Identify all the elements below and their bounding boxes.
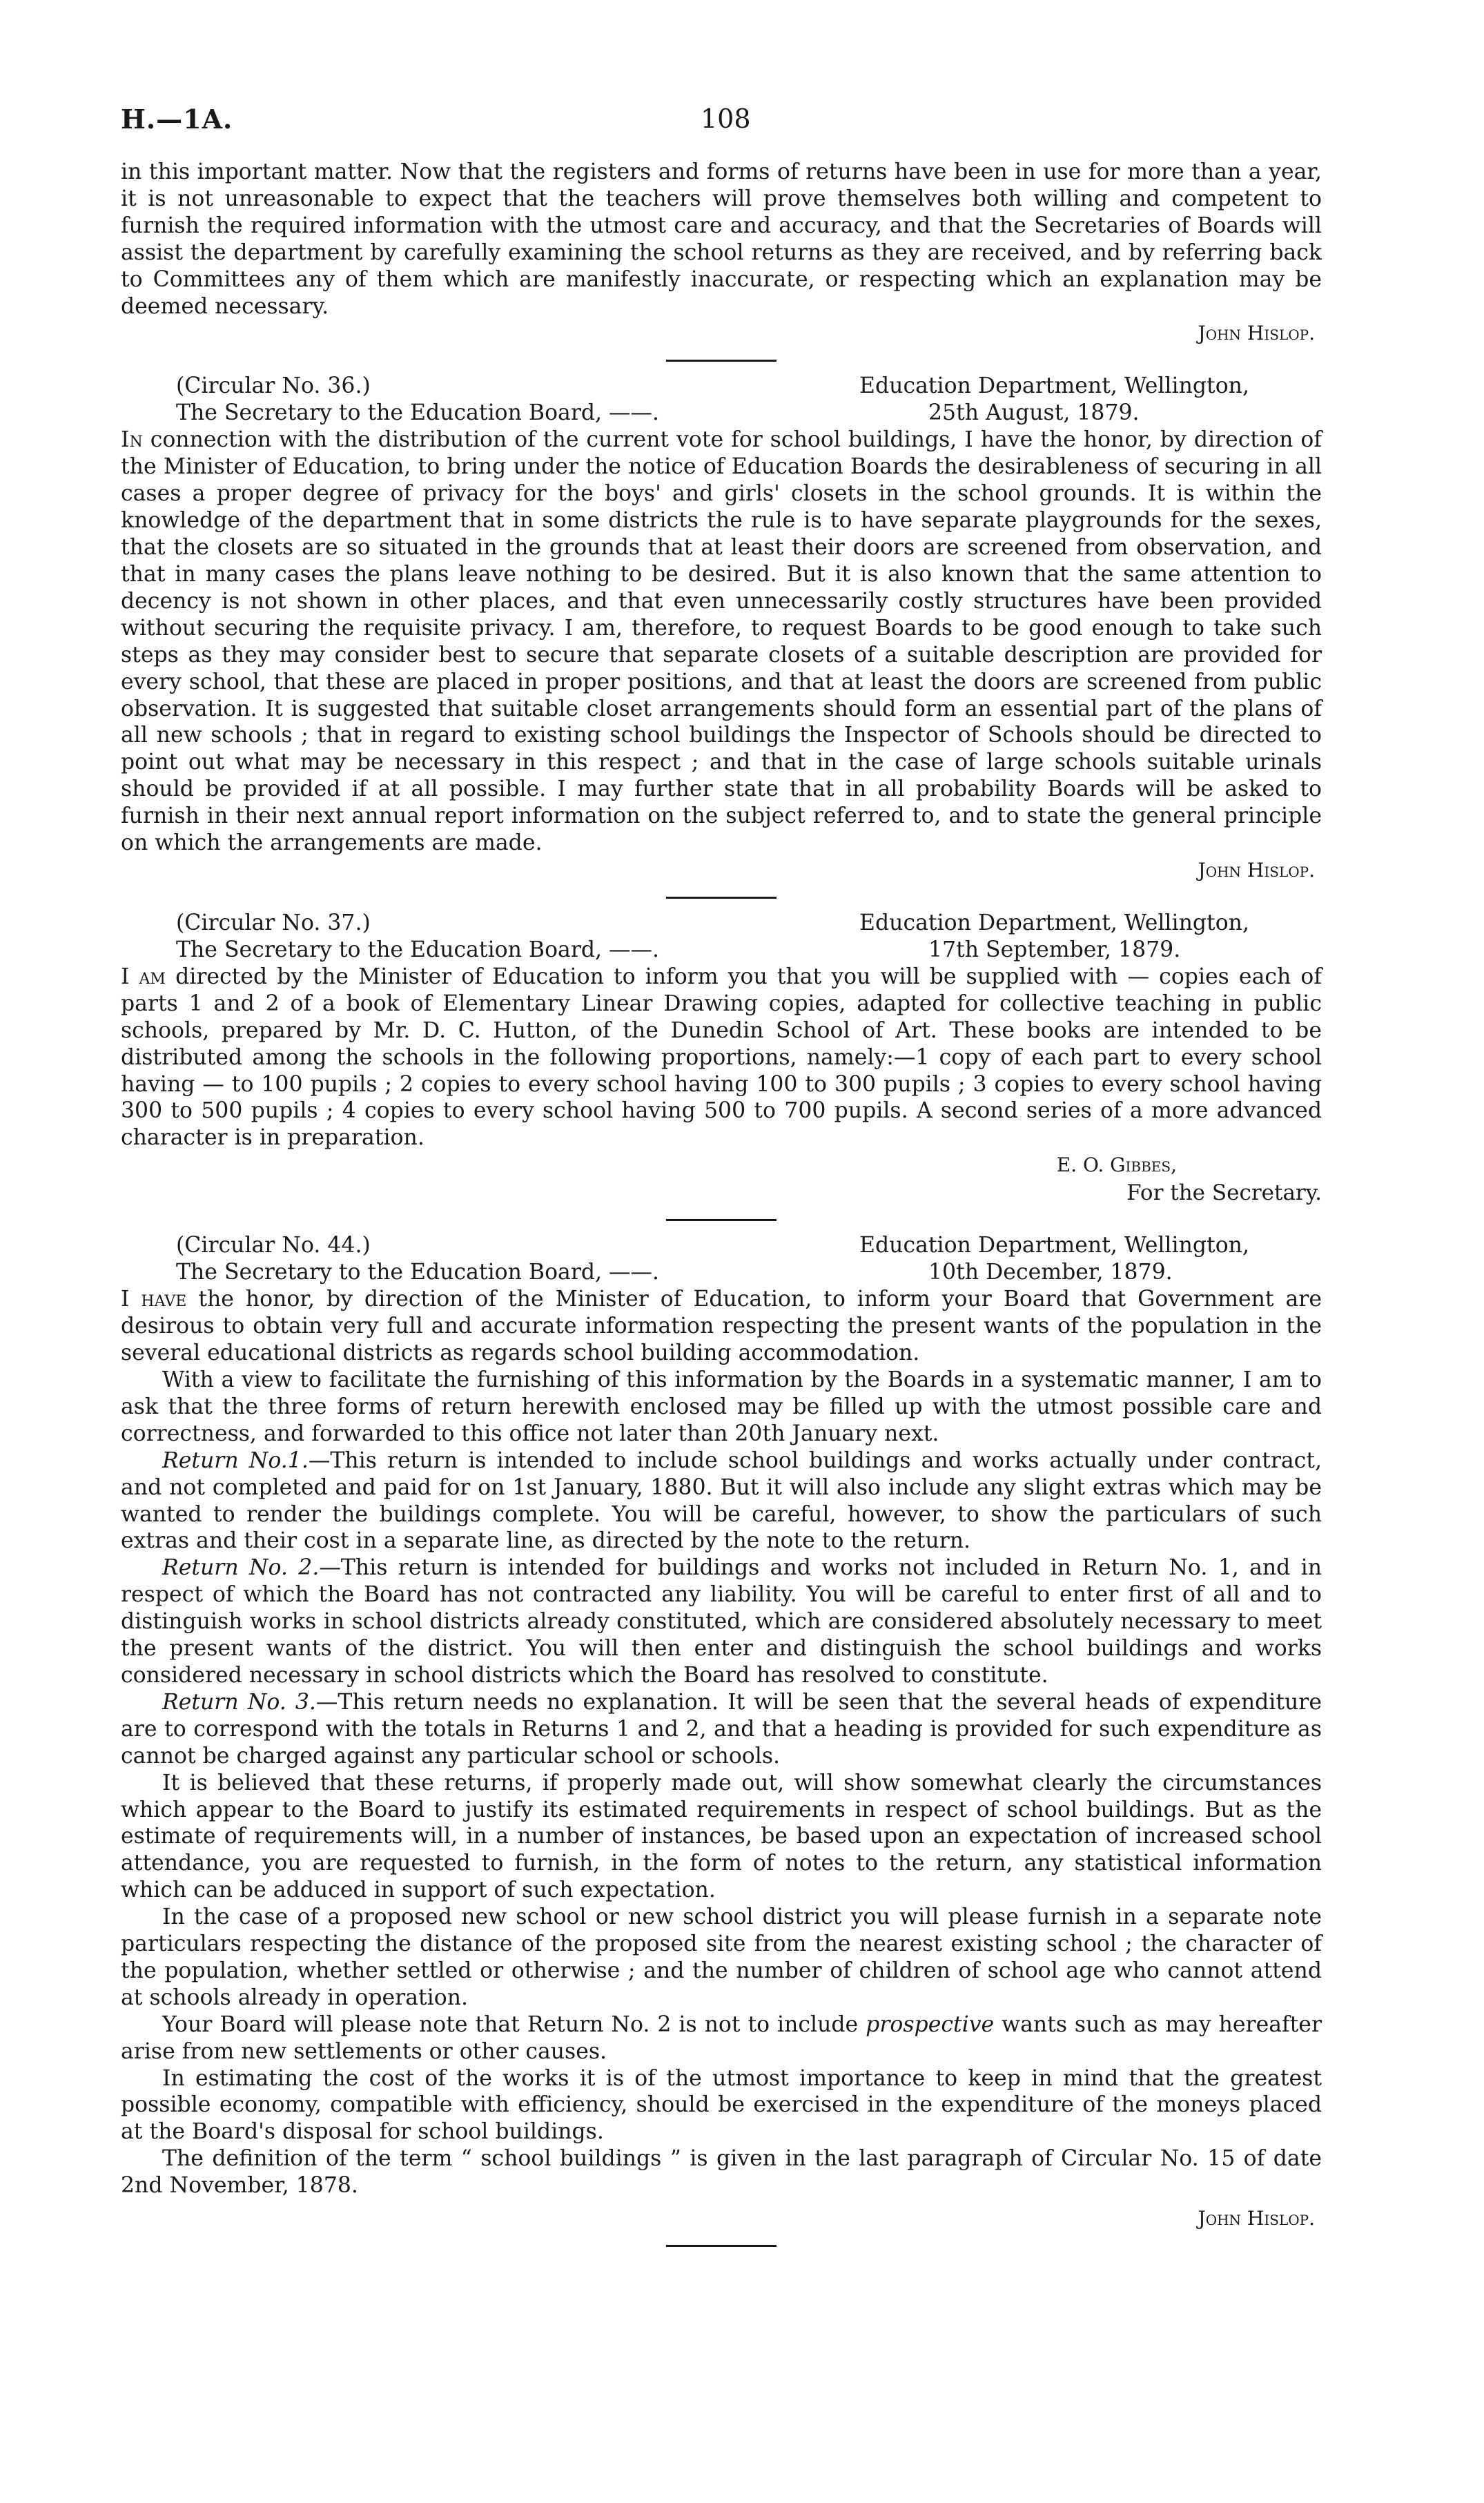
circular-37-lead: I am xyxy=(121,964,166,989)
section-divider xyxy=(666,1219,777,1221)
circular-37-text: directed by the Minister of Education to inform you that you will be supplied with — copies each of parts 1 and 2 of a book of Elementary Linear Drawing copies, adapted for collective teaching in public schools, prepared by Mr. D. C. Hutton, of the Dunedin School of Art. These books are intended to be distributed among the schools in the following proportions, namely:—1 copy of each part to every school having — to 100 pupils ; 2 copies to every school having 100 to 300 pupils ; 3 copies to every school having 300 to 500 pupils ; 4 copies to every school having 500 to 700 pupils. A second series of a more advanced character is in preparation. xyxy=(121,964,1322,1151)
circular-44-addressee: The Secretary to the Education Board, ——. xyxy=(176,1260,660,1285)
circular-44-paragraph-3: It is believed that these returns, if properly made out, will show somewhat clearly the circumstances which appear to the Board to justify its estimated requirements in respect of school buildings. But as the estimate of requirements will, in a number of instances, be based upon an expectation of increased school attendance, you are requested to furnish, in the form of notes to the return, any statistical information which can be adduced in support of such expectation. xyxy=(121,1770,1322,1903)
paper-code: H.—1A. xyxy=(121,104,233,135)
circular-37-body xyxy=(121,964,1322,1151)
intro-paragraph: in this important matter. Now that the registers and forms of returns have been in use for more than a year, it is not unreasonable to expect that the teachers will prove themselves both willing and competent to furnish the required information with the utmost care and accuracy, and that the Secretaries of Boards will assist the department by carefully examining the school returns as they are received, and by referring back to Committees any of them which are manifestly inaccurate, or respecting which an explanation may be deemed necessary. xyxy=(121,159,1322,319)
circular-44-signature: John Hislop. xyxy=(1198,2207,1315,2230)
circular-36-body xyxy=(121,427,1322,857)
return-2-text: —This return is intended for buildings and works not included in Return No. 1, and in respect of which the Board has not contracted any liability. You will be careful to enter first of all and to distinguish works in school districts already constituted, which are considered absolutely necessary to meet the present wants of the district. You will then enter and distinguish the school buildings and works considered necessary in school districts which the Board has resolved to constitute. xyxy=(121,1555,1322,1688)
intro-signature: John Hislop. xyxy=(1198,322,1315,345)
circular-36-signature: John Hislop. xyxy=(1198,858,1315,882)
circular-44-paragraph-2: With a view to facilitate the furnishing of this information by the Boards in a systematic manner, I am to ask that the three forms of return herewith enclosed may be filled up with the utmost possible care and correctness, and forwarded to this office not later than 20th January next. xyxy=(121,1367,1322,1446)
document-page xyxy=(121,104,1322,2258)
circular-44-p1-text: the honor, by direction of the Minister of Education, to inform your Board that Government are desirous to obtain very full and accurate information respecting the present wants of the population in the several educational districts as regards school building accommodation. xyxy=(121,1287,1322,1366)
return-3-text: —This return needs no explanation. It will be seen that the several heads of expenditure are to correspond with the totals in Returns 1 and 2, and that a heading is provided for such expenditure as cannot be charged against any particular school or schools. xyxy=(121,1689,1322,1769)
circular-44-office: Education Department, Wellington, xyxy=(859,1233,1249,1258)
return-3-label: Return No. 3. xyxy=(162,1689,316,1715)
return-2-label: Return No. 2. xyxy=(162,1555,320,1581)
circular-37-number: (Circular No. 37.) xyxy=(176,910,371,935)
circular-36-office: Education Department, Wellington, xyxy=(859,373,1249,399)
circular-37-addressee: The Secretary to the Education Board, ——. xyxy=(176,937,660,962)
section-divider xyxy=(666,897,777,899)
return-1-label: Return No.1. xyxy=(162,1448,309,1473)
circular-44-paragraph-7: The definition of the term “ school buildings ” is given in the last paragraph of Circular No. 15 of date 2nd November, 1878. xyxy=(121,2146,1322,2199)
p5-text-a: Your Board will please note that Return No. 2 is not to include xyxy=(162,2012,859,2037)
circular-44-return-1 xyxy=(121,1448,1322,1555)
circular-44-paragraph-5 xyxy=(121,2012,1322,2065)
section-divider xyxy=(666,2245,777,2247)
circular-37-signature: E. O. Gibbes, xyxy=(1056,1153,1177,1177)
circular-37-date: 17th September, 1879. xyxy=(928,937,1181,962)
circular-44-return-2 xyxy=(121,1555,1322,1689)
circular-44-paragraph-6: In estimating the cost of the works it is of the utmost importance to keep in mind that the greatest possible economy, compatible with efficiency, should be exercised in the expenditure of the moneys placed at the Board's disposal for school buildings. xyxy=(121,2065,1322,2145)
circular-44-paragraph-4: In the case of a proposed new school or new school district you will please furnish in a separate note particulars respecting the distance of the proposed site from the nearest existing school ; the character of the population, whether settled or otherwise ; and the number of children of school age who cannot attend at schools already in operation. xyxy=(121,1905,1322,2010)
p5-text-b: wants such as may hereafter arise from new settlements or other causes. xyxy=(121,2012,1322,2064)
circular-36-lead: In xyxy=(121,427,143,453)
section-divider xyxy=(666,360,777,362)
page-number: 108 xyxy=(701,104,751,134)
circular-36-addressee: The Secretary to the Education Board, ——. xyxy=(176,400,660,426)
circular-37-office: Education Department, Wellington, xyxy=(859,910,1249,935)
circular-36-heading xyxy=(121,373,1322,427)
page-header xyxy=(121,104,1322,159)
circular-36-text: connection with the distribution of the current vote for school buildings, I have the honor, by direction of the Minister of Education, to bring under the notice of Education Boards the desirableness of securing in all cases a proper degree of privacy for the boys' and girls' closets in the school grounds. It is within the knowledge of the department that in some districts the rule is to have separate playgrounds for the sexes, that the closets are so situated in the grounds that at least their doors are screened from observation, and that in many cases the plans leave nothing to be desired. But it is also known that the same attention to decency is not shown in other places, and that even unnecessarily costly structures have been provided without securing the requisite privacy. I am, therefore, to request Boards to be good enough to take such steps as they may consider best to secure that separate closets of a suitable description are provided for every school, that these are placed in proper positions, and that at least the doors are screened from public observation. It is suggested that suitable closet arrangements should form an essential part of the plans of all new schools ; that in regard to existing school buildings the Inspector of Schools should be directed to point out what may be necessary in this respect ; and that in the case of large schools suitable urinals should be provided if at all possible. I may further state that in all probability Boards will be asked to furnish in their next annual report information on the subject referred to, and to state the general principle on which the arrangements are made. xyxy=(121,427,1322,856)
p5-emphasis: prospective xyxy=(866,2012,995,2037)
circular-37-signature-title: For the Secretary. xyxy=(1126,1180,1322,1206)
circular-36-number: (Circular No. 36.) xyxy=(176,373,371,399)
circular-37-heading xyxy=(121,910,1322,964)
circular-44-paragraph-1 xyxy=(121,1286,1322,1367)
circular-44-number: (Circular No. 44.) xyxy=(176,1233,371,1258)
circular-44-heading xyxy=(121,1232,1322,1286)
return-1-text: —This return is intended to include school buildings and works actually under contract, and not completed and paid for on 1st January, 1880. But it will also include any slight extras which may be wanted to render the buildings complete. You will be careful, however, to show the particulars of such extras and their cost in a separate line, as directed by the note to the return. xyxy=(121,1448,1322,1554)
circular-44-return-3 xyxy=(121,1689,1322,1770)
circular-36-date: 25th August, 1879. xyxy=(928,400,1140,426)
circular-44-date: 10th December, 1879. xyxy=(928,1260,1173,1285)
circular-44-lead: I have xyxy=(121,1287,187,1312)
